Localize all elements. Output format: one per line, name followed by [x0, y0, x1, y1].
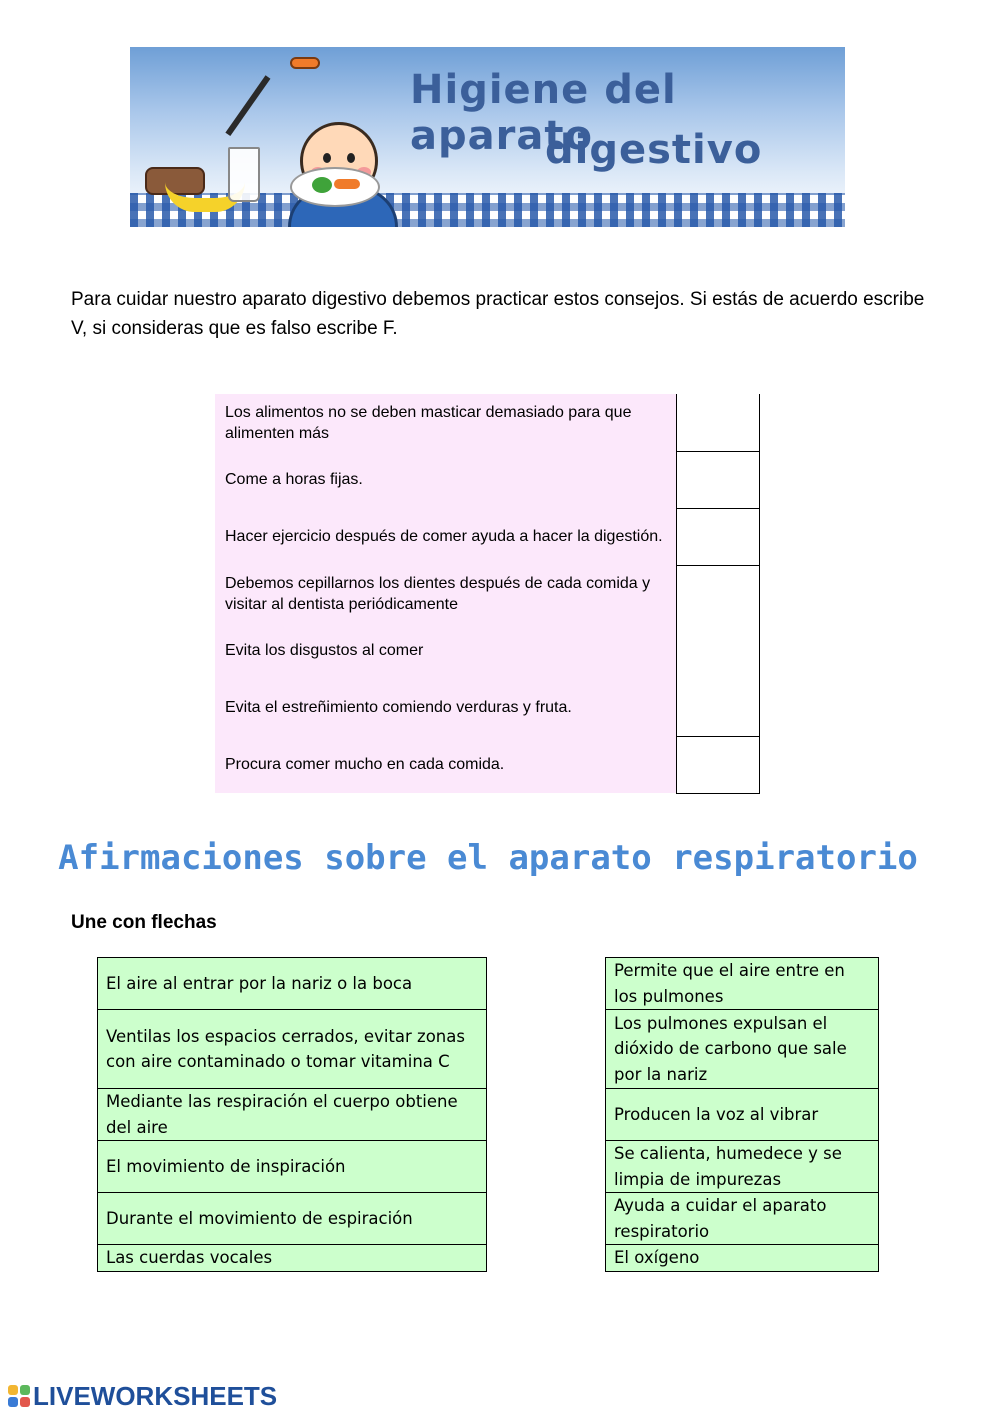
- section-heading: Afirmaciones sobre el aparato respiratorio: [58, 838, 918, 878]
- plate-icon: [290, 167, 380, 207]
- match-right-item[interactable]: Se calienta, humedece y se limpia de impurezas: [606, 1141, 879, 1193]
- match-left-column: [97, 957, 487, 1272]
- instruction-label: Une con flechas: [71, 912, 217, 933]
- vf-answer-box[interactable]: [677, 394, 760, 451]
- banner-title-line1: Higiene del aparato: [410, 67, 677, 159]
- match-left-item[interactable]: Durante el movimiento de espiración: [98, 1193, 487, 1245]
- milk-glass-icon: [228, 147, 260, 202]
- liveworksheets-logo[interactable]: [8, 1381, 277, 1411]
- vf-answer-box[interactable]: [677, 508, 760, 565]
- vf-answer-box[interactable]: [677, 451, 760, 508]
- true-false-table: [215, 394, 760, 794]
- match-right-item[interactable]: El oxígeno: [606, 1245, 879, 1272]
- match-left-item[interactable]: Ventilas los espacios cerrados, evitar zonas con aire contaminado o tomar vitamina C: [98, 1010, 487, 1089]
- fork-icon: [225, 75, 270, 136]
- vf-statement: Debemos cepillarnos los dientes después de cada comida y visitar al dentista periódicamente: [215, 565, 677, 622]
- match-right-item[interactable]: Ayuda a cuidar el aparato respiratorio: [606, 1193, 879, 1245]
- logo-grid-icon: [8, 1385, 30, 1407]
- vf-answer-box[interactable]: [677, 565, 760, 679]
- logo-text: LIVEWORKSHEETS: [33, 1380, 278, 1411]
- vf-answer-box[interactable]: [677, 679, 760, 736]
- match-right-item[interactable]: Los pulmones expulsan el dióxido de carbono que sale por la nariz: [606, 1010, 879, 1089]
- vf-statement: Hacer ejercicio después de comer ayuda a hacer la digestión.: [215, 508, 677, 565]
- vf-statement: Procura comer mucho en cada comida.: [215, 736, 677, 793]
- match-left-item[interactable]: El movimiento de inspiración: [98, 1141, 487, 1193]
- match-left-item[interactable]: El aire al entrar por la nariz o la boca: [98, 958, 487, 1010]
- vf-statement: Come a horas fijas.: [215, 451, 677, 508]
- match-right-column: [605, 957, 879, 1272]
- intro-text: Para cuidar nuestro aparato digestivo debemos practicar estos consejos. Si estás de acuerdo escribe V, si consideras que es falso escribe F.: [71, 289, 925, 339]
- carrot-icon: [290, 57, 320, 69]
- banner-title-line2: digestivo: [545, 127, 763, 173]
- match-right-item[interactable]: Producen la voz al vibrar: [606, 1089, 879, 1141]
- match-left-item[interactable]: Mediante las respiración el cuerpo obtiene del aire: [98, 1089, 487, 1141]
- match-right-item[interactable]: Permite que el aire entre en los pulmones: [606, 958, 879, 1010]
- match-left-item[interactable]: Las cuerdas vocales: [98, 1245, 487, 1272]
- header-banner: [130, 47, 845, 227]
- vf-statement: Evita los disgustos al comer: [215, 622, 677, 679]
- vf-answer-box[interactable]: [677, 736, 760, 793]
- vf-statement: Los alimentos no se deben masticar demasiado para que alimenten más: [215, 394, 677, 451]
- vf-statement: Evita el estreñimiento comiendo verduras y fruta.: [215, 679, 677, 736]
